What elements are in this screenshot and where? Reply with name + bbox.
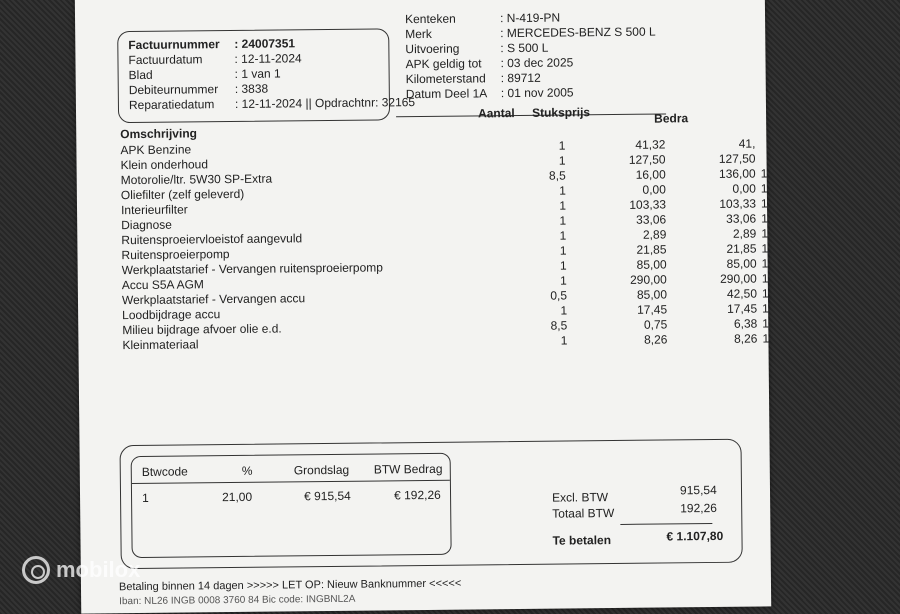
line-item: Werkplaatstarief - Vervangen accu 0,5 85,00 42,50 1 <box>121 286 769 308</box>
qty-column-header: Aantal <box>477 106 515 121</box>
page-row: Blad : 1 van 1 <box>128 66 281 83</box>
line-item: Oliefilter (zelf geleverd) 1 0,00 0,00 1 <box>120 181 768 203</box>
mileage-row: Kilometerstand : 89712 <box>405 70 541 87</box>
vat-pct-value: 21,00 <box>221 489 253 505</box>
line-item: Diagnose 1 33,06 33,06 1 <box>121 211 768 233</box>
vat-header-divider <box>132 480 450 484</box>
vat-code-header: Btwcode <box>141 464 188 479</box>
line-item: Accu S5A AGM 1 290,00 290,00 1 <box>121 271 769 293</box>
invoice-number-row: Factuurnummer : 24007351 <box>128 36 296 53</box>
vat-summary-box <box>120 439 743 570</box>
line-item: Loodbijdrage accu 1 17,45 17,45 1 <box>122 301 769 323</box>
line-item: Werkplaatstarief - Vervangen ruitensproeierpomp 1 85,00 85,00 1 <box>121 256 769 278</box>
line-item: Interieurfilter 1 103,33 103,33 1 <box>120 196 768 218</box>
amount-column-header: Bedra <box>654 111 689 126</box>
vat-code-value: 1 <box>141 490 149 505</box>
mobilox-logo-icon <box>22 556 50 584</box>
line-item: Motorolie/ltr. 5W30 SP-Extra 8,5 16,00 136,00 1 <box>120 166 768 188</box>
line-item: Klein onderhoud 1 127,50 127,50 <box>120 151 756 173</box>
amount-due-label: Te betalen <box>552 533 612 548</box>
total-vat-value: 192,26 <box>680 500 717 516</box>
watermark <box>22 556 140 584</box>
vat-base-header: Grondslag <box>293 462 350 478</box>
vat-table <box>131 453 452 558</box>
line-item: Ruitensproeierpomp 1 21,85 21,85 1 <box>121 241 769 263</box>
line-items <box>120 136 770 353</box>
vat-amount-header: BTW Bedrag <box>373 461 443 477</box>
invoice-paper <box>75 0 771 614</box>
vat-base-value: € 915,54 <box>303 488 351 504</box>
line-item: Milieu bijdrage afvoer olie e.d. 8,5 0,75 6,38 1 <box>122 316 770 338</box>
excl-vat-label: Excl. BTW <box>552 490 609 505</box>
line-item: Kleinmateriaal 1 8,26 8,26 1 <box>122 331 770 353</box>
line-item: APK Benzine 1 41,32 41, <box>120 136 756 158</box>
line-item: Ruitensproeiervloeistof aangevuld 1 2,89 2,89 1 <box>121 226 769 248</box>
version-row: Uitvoering : S 500 L <box>405 40 549 57</box>
vat-amount-value: € 192,26 <box>393 487 441 503</box>
description-column-header: Omschrijving <box>120 126 198 142</box>
amount-due-value: € 1.107,80 <box>666 528 724 544</box>
payment-note: Betaling binnen 14 dagen >>>>> LET OP: Nieuw Banknummer <<<<< <box>118 577 462 594</box>
price-column-header: Stuksprijs <box>531 105 591 120</box>
invoice-header-box <box>117 28 416 123</box>
brand-row: Merk : MERCEDES-BENZ S 500 L <box>405 24 656 42</box>
vat-pct-header: % <box>241 463 253 478</box>
apk-row: APK geldig tot : 03 dec 2025 <box>405 55 574 72</box>
repair-date-row: Reparatiedatum : 12-11-2024 || Opdrachtnr: 32165 <box>128 95 416 113</box>
bank-details: Iban: NL26 INGB 0008 3760 84 Bic code: INGBNL2A <box>119 593 356 608</box>
debtor-row: Debiteurnummer : 3838 <box>128 81 269 98</box>
license-plate-row: Kenteken : N-419-PN <box>404 10 561 27</box>
excl-vat-value: 915,54 <box>679 482 717 498</box>
total-vat-label: Totaal BTW <box>552 506 615 521</box>
watermark-text: mobilox <box>56 557 141 582</box>
registration-date-row: Datum Deel 1A : 01 nov 2005 <box>405 85 574 102</box>
invoice-date-row: Factuurdatum : 12-11-2024 <box>128 51 302 68</box>
